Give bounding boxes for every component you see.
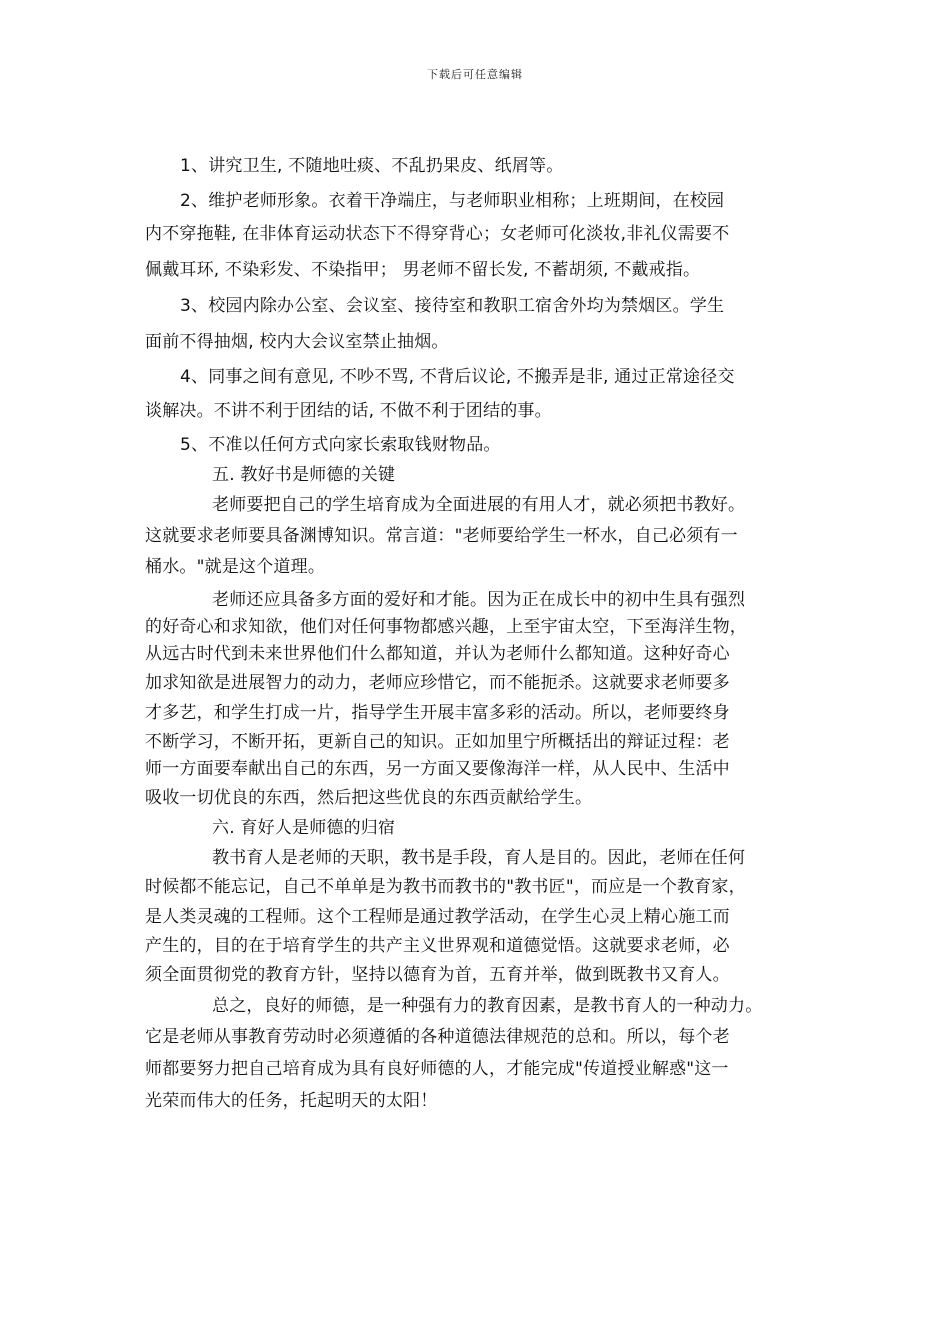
rule-item-1: 1、讲究卫生, 不随地吐痰、不乱扔果皮、纸屑等。	[180, 156, 564, 176]
paragraph-line: 时候都不能忘记，自己不单单是为教书而教书的"教书匠"，而应是一个教育家，	[145, 877, 746, 897]
paragraph-line: 内不穿拖鞋, 在非体育运动状态下不得穿背心；女老师可化淡妆,非礼仪需要不	[145, 224, 730, 244]
paragraph-line: 从远古时代到未来世界他们什么都知道，并认为老师什么都知道。这种好奇心	[145, 644, 730, 664]
paragraph-line: 教书育人是老师的天职，教书是手段，育人是目的。因此，老师在任何	[212, 848, 746, 868]
paragraph-line: 产生的，目的在于培育学生的共产主义世界观和道德觉悟。这就要求老师，必	[145, 936, 730, 956]
paragraph-line: 总之，良好的师德，是一种强有力的教育因素，是教书育人的一种动力。	[212, 996, 763, 1016]
section-heading-6: 六. 育好人是师德的归宿	[212, 818, 396, 838]
paragraph-line: 吸收一切优良的东西，然后把这些优良的东西贡献给学生。	[145, 788, 593, 808]
rule-item-4: 4、同事之间有意见, 不吵不骂, 不背后议论, 不搬弄是非, 通过正常途径交	[180, 367, 735, 387]
page-header: 下载后可任意编辑	[427, 68, 523, 81]
paragraph-line: 师都要努力把自己培育成为具有良好师德的人，才能完成"传道授业解惑"这一	[145, 1059, 729, 1079]
rule-item-3: 3、校园内除办公室、会议室、接待室和教职工宿舍外均为禁烟区。学生	[180, 296, 725, 316]
paragraph-line: 桶水。"就是这个道理。	[145, 557, 326, 577]
paragraph-line: 老师要把自己的学生培育成为全面进展的有用人才，就必须把书教好。	[212, 495, 746, 515]
paragraph-line: 师一方面要奉献出自己的东西，另一方面又要像海洋一样，从人民中、生活中	[145, 759, 730, 779]
paragraph-line: 面前不得抽烟, 校内大会议室禁止抽烟。	[145, 332, 449, 352]
section-heading-5: 五. 教好书是师德的关键	[212, 465, 396, 485]
paragraph-line: 才多艺，和学生打成一片，指导学生开展丰富多彩的活动。所以，老师要终身	[145, 703, 730, 723]
paragraph-line: 的好奇心和求知欲，他们对任何事物都感兴趣，上至宇宙太空，下至海洋生物，	[145, 617, 747, 637]
paragraph-line: 须全面贯彻党的教育方针，坚持以德育为首，五育并举，做到既教书又育人。	[145, 965, 730, 985]
paragraph-line: 不断学习，不断开拓，更新自己的知识。正如加里宁所概括出的辩证过程：老	[145, 732, 730, 752]
rule-item-2: 2、维护老师形象。衣着干净端庄，与老师职业相称；上班期间，在校园	[180, 191, 725, 211]
paragraph-line: 是人类灵魂的工程师。这个工程师是通过教学活动，在学生心灵上精心施工而	[145, 907, 730, 927]
paragraph-line: 加求知欲是进展智力的动力，老师应珍惜它，而不能扼杀。这就要求老师要多	[145, 673, 730, 693]
paragraph-line: 老师还应具备多方面的爱好和才能。因为正在成长中的初中生具有强烈	[212, 590, 746, 610]
rule-item-5: 5、不准以任何方式向家长索取钱财物品。	[180, 435, 501, 455]
paragraph-line: 这就要求老师要具备渊博知识。常言道："老师要给学生一杯水，自己必须有一	[145, 526, 738, 546]
paragraph-line: 光荣而伟大的任务，托起明天的太阳！	[145, 1091, 438, 1111]
paragraph-line: 谈解决。不讲不利于团结的话, 不做不利于团结的事。	[145, 401, 552, 421]
paragraph-line: 它是老师从事教育劳动时必须遵循的各种道德法律规范的总和。所以，每个老	[145, 1027, 730, 1047]
paragraph-line: 佩戴耳环, 不染彩发、不染指甲； 男老师不留长发, 不蓄胡须, 不戴戒指。	[145, 260, 701, 280]
